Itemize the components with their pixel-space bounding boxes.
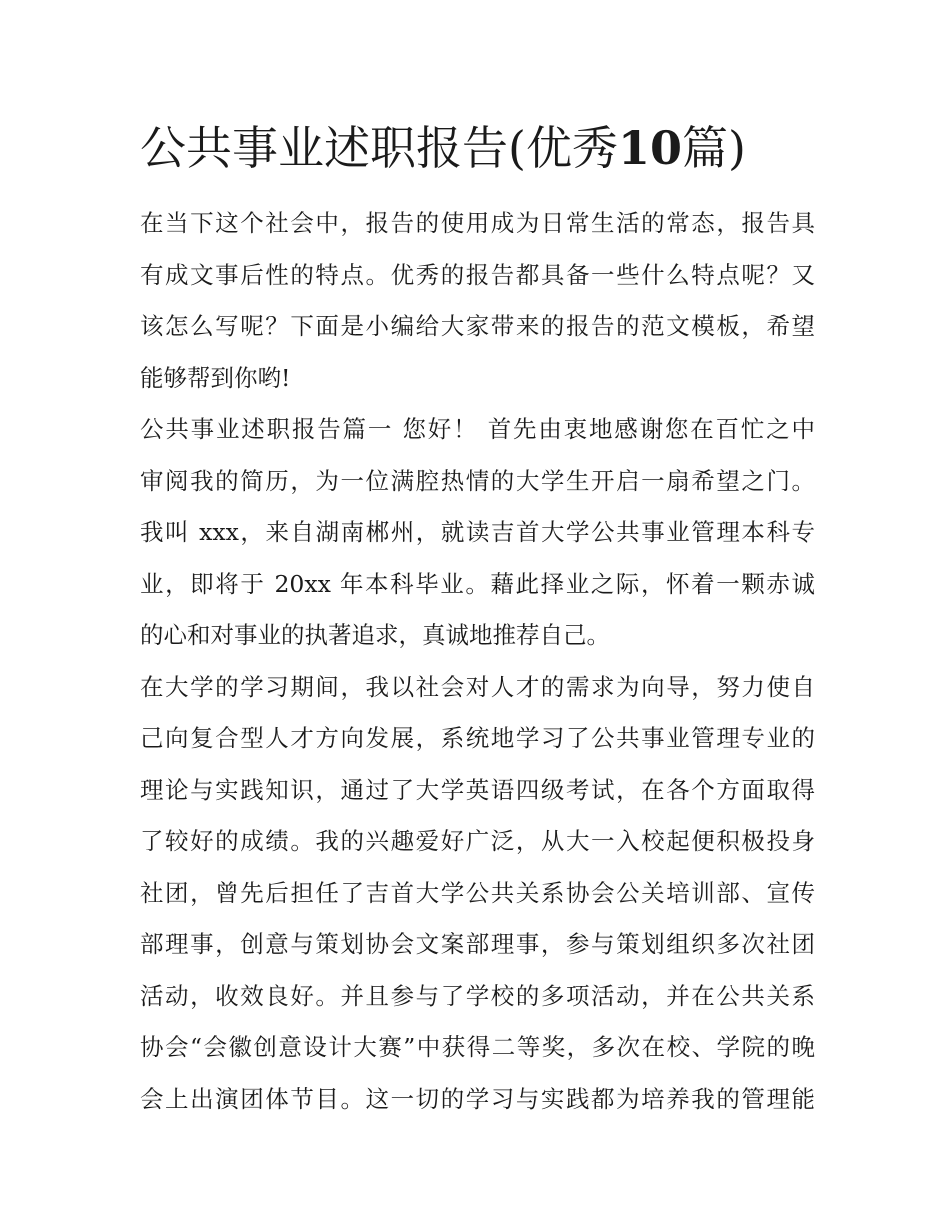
- body-line: 社团，曾先后担任了吉首大学公共关系协会公关培训部、宣传: [140, 878, 815, 907]
- body-line: 有成文事后性的特点。优秀的报告都具备一些什么特点呢？又: [140, 260, 815, 289]
- body-line: 活动，收效良好。并且参与了学校的多项活动，并在公共关系: [140, 981, 815, 1010]
- body-line: 能够帮到你哟!: [140, 363, 291, 392]
- body-line: 在当下这个社会中，报告的使用成为日常生活的常态，报告具: [140, 209, 815, 237]
- body-line: 在大学的学习期间，我以社会对人才的需求为向导，努力使自: [140, 672, 815, 701]
- body-line: 己向复合型人才方向发展，系统地学习了公共事业管理专业的: [140, 724, 815, 752]
- title-prefix: 公共事业述职报告(优秀: [140, 121, 618, 175]
- body-line: 我叫 xxx，来自湖南郴州，就读吉首大学公共事业管理本科专: [140, 518, 815, 546]
- body-line: 协会“会徽创意设计大赛”中获得二等奖，多次在校、学院的晚: [140, 1033, 815, 1061]
- body-line: 会上出演团体节目。这一切的学习与实践都为培养我的管理能: [140, 1084, 815, 1113]
- body-line: 该怎么写呢？下面是小编给大家带来的报告的范文模板，希望: [140, 312, 815, 340]
- body-line: 公共事业述职报告篇一 您好！ 首先由衷地感谢您在百忙之中: [140, 415, 815, 443]
- body-line: 的心和对事业的执著追求，真诚地推荐自己。: [140, 621, 610, 649]
- body-line: 部理事，创意与策划协会文案部理事，参与策划组织多次社团: [140, 930, 815, 958]
- body-line: 理论与实践知识，通过了大学英语四级考试，在各个方面取得: [140, 775, 815, 804]
- title-number: 10: [617, 121, 682, 175]
- body-line: 业，即将于 20xx 年本科毕业。藉此择业之际，怀着一颗赤诚: [140, 569, 815, 598]
- document-body: [140, 198, 815, 1125]
- title-suffix: 篇): [681, 121, 746, 175]
- body-line: 审阅我的简历，为一位满腔热情的大学生开启一扇希望之门。: [140, 466, 815, 495]
- document-title: [140, 118, 840, 178]
- body-line: 了较好的成绩。我的兴趣爱好广泛，从大一入校起便积极投身: [140, 827, 815, 855]
